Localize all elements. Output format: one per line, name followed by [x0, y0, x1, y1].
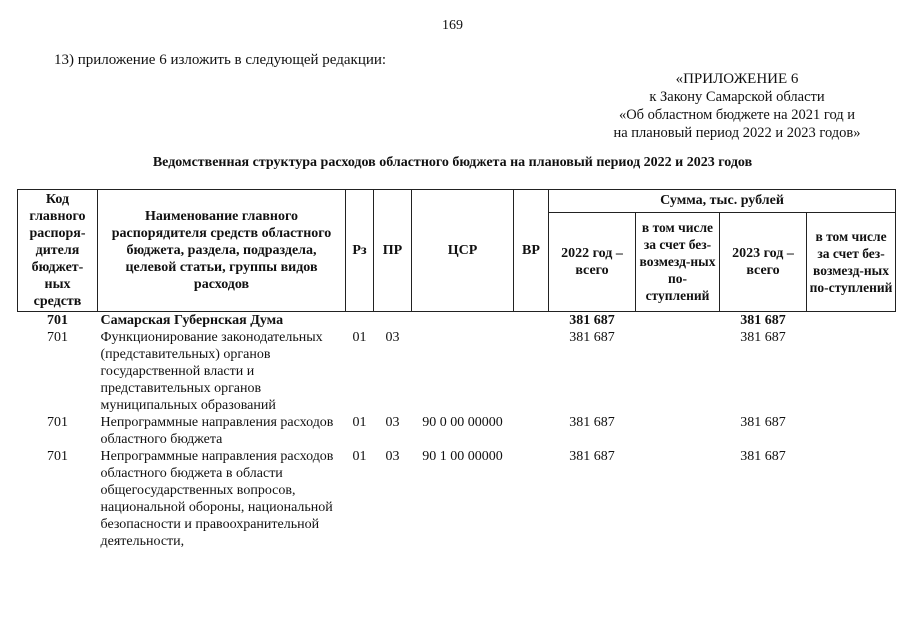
table-row: [18, 312, 896, 330]
cell-vr: [514, 312, 549, 330]
header-2022-free: в том числе за счет без-возмезд-ных по-ступлений: [636, 212, 720, 311]
cell-2023-free: [807, 312, 896, 330]
page-number: 169: [442, 18, 463, 33]
header-rz: Рз: [346, 190, 374, 312]
cell-csr: 90 0 00 00000: [422, 415, 503, 430]
cell-pr: [374, 312, 412, 330]
cell-2023-total: 381 687: [740, 449, 786, 464]
cell-vr: [514, 448, 549, 550]
cell-code: 701: [47, 415, 68, 430]
appendix-line-3: «Об областном бюджете на 2021 год и: [618, 107, 856, 123]
cell-2023-total: 381 687: [740, 313, 786, 328]
cell-code: 701: [47, 449, 68, 464]
cell-2022-free: [636, 329, 720, 414]
header-2023-free: в том числе за счет без-возмезд-ных по-ступлений: [807, 212, 896, 311]
cell-vr: [514, 329, 549, 414]
cell-2023-total: 381 687: [740, 330, 786, 345]
cell-csr: 90 1 00 00000: [422, 449, 503, 464]
cell-2022-total: 381 687: [569, 449, 615, 464]
appendix-header: [587, 70, 887, 142]
cell-pr: 03: [385, 449, 400, 464]
appendix-line-1: «ПРИЛОЖЕНИЕ 6: [675, 71, 799, 87]
budget-table: [17, 189, 896, 550]
header-code: Код главного распоря-дителя бюджет-ных средств: [18, 190, 98, 312]
header-2023-total: 2023 год – всего: [720, 212, 807, 311]
cell-2023-free: [807, 329, 896, 414]
cell-2022-total: 381 687: [569, 313, 615, 328]
cell-2022-free: [636, 414, 720, 448]
table-row: [18, 414, 896, 448]
cell-rz: 01: [352, 449, 367, 464]
cell-rz: [346, 312, 374, 330]
header-2022-total: 2022 год – всего: [549, 212, 636, 311]
cell-2023-free: [807, 448, 896, 550]
cell-2022-total: 381 687: [569, 330, 615, 345]
cell-2023-total: 381 687: [740, 415, 786, 430]
cell-2022-free: [636, 312, 720, 330]
cell-pr: 03: [385, 415, 400, 430]
cell-pr: 03: [385, 330, 400, 345]
cell-2022-free: [636, 448, 720, 550]
header-pr: ПР: [374, 190, 412, 312]
header-sum: Сумма, тыс. рублей: [549, 190, 896, 213]
table-row: [18, 448, 896, 550]
appendix-line-2: к Закону Самарской области: [649, 89, 825, 105]
cell-rz: 01: [352, 330, 367, 345]
header-csr: ЦСР: [412, 190, 514, 312]
cell-2022-total: 381 687: [569, 415, 615, 430]
appendix-line-4: на плановый период 2022 и 2023 годов»: [613, 125, 861, 141]
cell-name: Функционирование законодательных (представительных) органов государственной власти и представительных органов муниципальных образований: [100, 330, 323, 413]
header-vr: ВР: [514, 190, 549, 312]
cell-vr: [514, 414, 549, 448]
header-name: Наименование главного распорядителя средств областного бюджета, раздела, подраздела, целевой статьи, группы видов расходов: [98, 190, 346, 312]
cell-code: 701: [47, 313, 68, 328]
cell-code: 701: [47, 330, 68, 345]
cell-2023-free: [807, 414, 896, 448]
document-title: Ведомственная структура расходов областного бюджета на плановый период 2022 и 2023 годов: [152, 155, 753, 170]
cell-name: Непрограммные направления расходов областного бюджета: [100, 415, 334, 447]
cell-name: Непрограммные направления расходов областного бюджета в области общегосударственных вопросов, национальной обороны, национальной безопасности и правоохранительной деятельности,: [100, 449, 334, 549]
cell-rz: 01: [352, 415, 367, 430]
intro-text: 13) приложение 6 изложить в следующей редакции:: [54, 52, 387, 68]
cell-csr: [412, 312, 514, 330]
cell-name: Самарская Губернская Дума: [100, 313, 284, 328]
table-row: [18, 329, 896, 414]
cell-csr: [412, 329, 514, 414]
header-row-1: [18, 190, 896, 213]
